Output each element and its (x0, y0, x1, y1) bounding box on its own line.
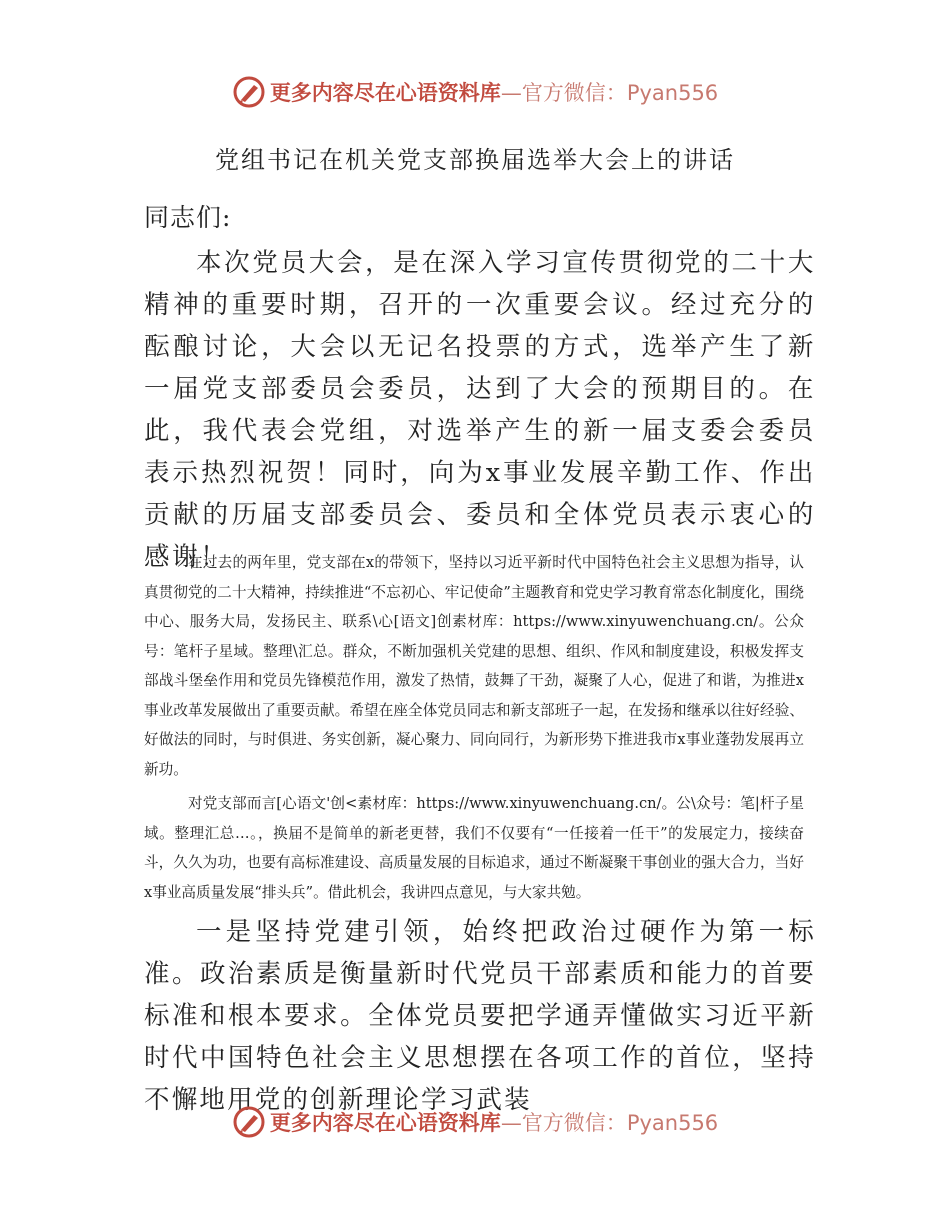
paragraph-2: 在过去的两年里，党支部在x的带领下，坚持以习近平新时代中国特色社会主义思想为指导，认真贯彻党的二十大精神，持续推进“不忘初心、牢记使命”主题教育和党史学习教育常态化制度化，围绕中心、服务大局，发扬民主、联系\心[语文]创素材库：https://www.xinyuwenchuang.cn/。公众号：笔杆子星域。整理\汇总。群众，不断加强机关党建的思想、组织、作风和制度建设，积极发挥支部战斗堡垒作用和党员先锋模范作用，激发了热情，鼓舞了干劲，凝聚了人心，促进了和谐，为推进x事业改革发展做出了重要贡献。希望在座全体党员同志和新支部班子一起，在发扬和继承以往好经验、好做法的同时，与时俱进、务实创新，凝心聚力、同向同行，为新形势下推进我市x事业蓬勃发展再立新功。 (144, 554, 804, 778)
header-banner (0, 70, 950, 114)
pen-logo-icon (232, 1105, 266, 1139)
banner-text: 更多内容尽在心语资料库—官方微信：Pyan556 (269, 1111, 719, 1135)
document-title: 党组书记在机关党支部换届选举大会上的讲话 (215, 146, 735, 174)
footer-banner (0, 1100, 950, 1144)
paragraph-1: 本次党员大会，是在深入学习宣传贯彻党的二十大精神的重要时期，召开的一次重要会议。经过充分的酝酿讨论，大会以无记名投票的方式，选举产生了新一届党支部委员会委员，达到了大会的预期目的。在此，我代表会党组，对选举产生的新一届支委会委员表示热烈祝贺！同时，向为x事业发展辛勤工作、作出贡献的历届支部委员会、委员和全体党员表示衷心的感谢！ (144, 248, 816, 572)
greeting: 同志们: (144, 203, 232, 232)
paragraph-4: 一是坚持党建引领，始终把政治过硬作为第一标准。政治素质是衡量新时代党员干部素质和能力的首要标准和根本要求。全体党员要把学通弄懂做实习近平新时代中国特色社会主义思想摆在各项工作的首位，坚持不懈地用党的创新理论学习武装 (144, 917, 816, 1115)
pen-logo-icon (232, 75, 266, 109)
banner-text: 更多内容尽在心语资料库—官方微信：Pyan556 (269, 81, 719, 105)
paragraph-3: 对党支部而言[心语文'创<素材库：https://www.xinyuwenchuang.cn/。公\众号：笔|杆子星域。整理汇总…。，换届不是简单的新老更替，我们不仅要有“一任接着一任干”的发展定力，接续奋斗，久久为功，也要有高标准建设、高质量发展的目标追求，通过不断凝聚干事创业的强大合力，当好x事业高质量发展“排头兵”。借此机会，我讲四点意见，与大家共勉。 (144, 795, 804, 901)
